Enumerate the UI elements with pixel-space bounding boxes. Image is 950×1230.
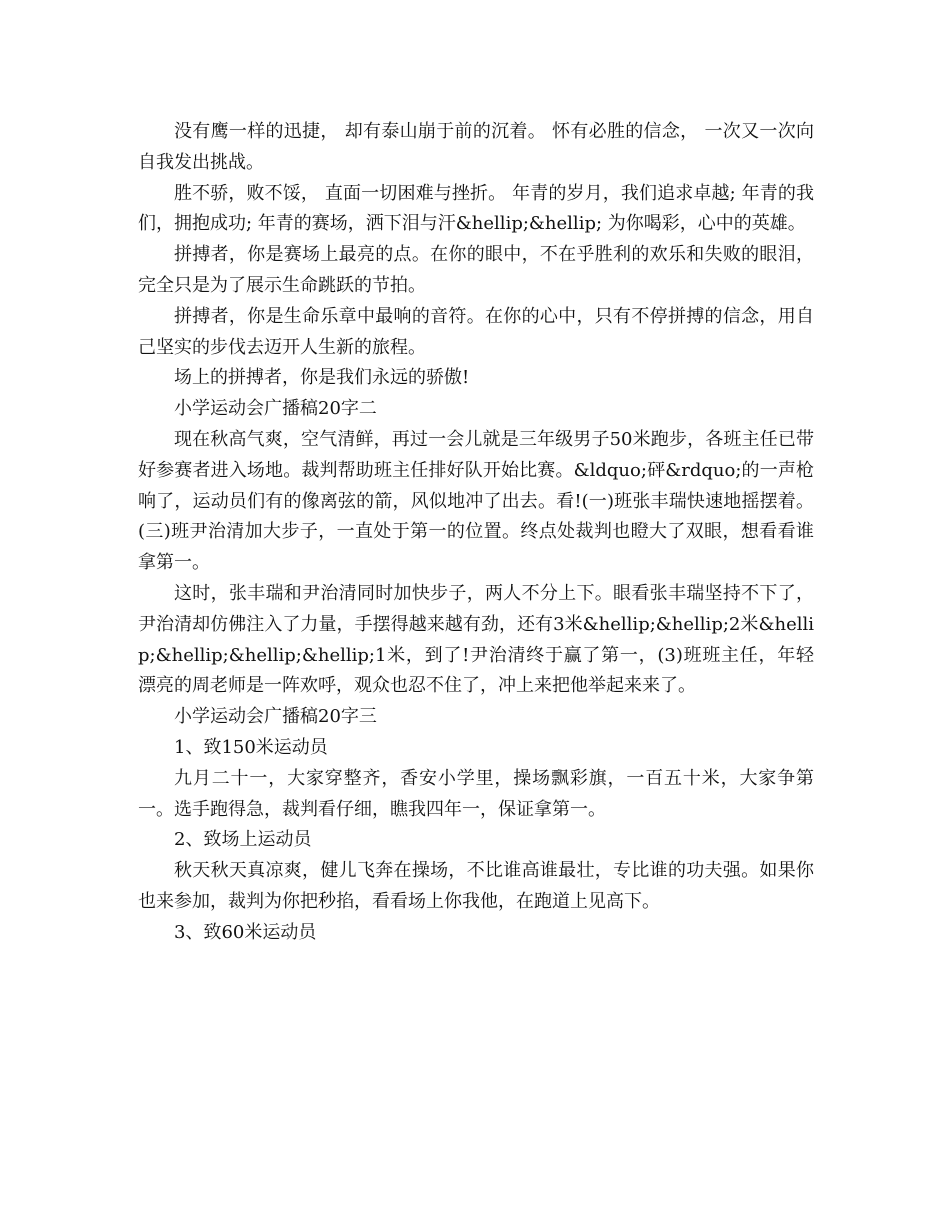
paragraph-9: 秋天秋天真凉爽，健儿飞奔在操场，不比谁高谁最壮，专比谁的功夫强。如果你也来参加，裁判为你把秒掐，看看场上你我他，在跑道上见高下。 — [138, 860, 814, 912]
paragraph-6: 现在秋高气爽，空气清鲜，再过一会儿就是三年级男子50米跑步，各班主任已带好参赛者进入场地。裁判帮助班主任排好队开始比赛。&ldquo;砰&rdquo;的一声枪响了，运动员们有的像离弦的箭，风似地冲了出去。看!(一)班张丰瑞快速地摇摆着。(三)班尹治清加大步子，一直处于第一的位置。终点处裁判也瞪大了双眼，想看看谁拿第一。 — [138, 428, 814, 574]
document-body — [138, 117, 814, 949]
subheading-3: 3、致60米运动员 — [174, 921, 317, 943]
section-heading-3: 小学运动会广播稿20字三 — [174, 706, 377, 728]
paragraph-1: 没有鹰一样的迅捷， 却有泰山崩于前的沉着。 怀有必胜的信念， 一次又一次向自我发出挑战。 — [138, 121, 814, 173]
paragraph-4: 拼搏者，你是生命乐章中最响的音符。在你的心中，只有不停拼搏的信念，用自己坚实的步伐去迈开人生新的旅程。 — [138, 305, 814, 358]
paragraph-8: 九月二十一，大家穿整齐，香安小学里，操场飘彩旗，一百五十米，大家争第一。选手跑得急，裁判看仔细，瞧我四年一，保证拿第一。 — [138, 767, 814, 820]
section-heading-2: 小学运动会广播稿20字二 — [174, 398, 377, 420]
paragraph-3: 拼搏者，你是赛场上最亮的点。在你的眼中，不在乎胜利的欢乐和失败的眼泪，完全只是为了展示生命跳跃的节拍。 — [138, 244, 814, 296]
subheading-2: 2、致场上运动员 — [174, 829, 312, 851]
paragraph-7: 这时，张丰瑞和尹治清同时加快步子，两人不分上下。眼看张丰瑞坚持不下了，尹治清却仿佛注入了力量，手摆得越来越有劲，还有3米&hellip;&hellip;2米&hellip;&hellip;&hellip;&hellip;1米，到了!尹治清终于赢了第一，(3)班班主任，年轻漂亮的周老师是一阵欢呼，观众也忍不住了，冲上来把他举起来来了。 — [138, 582, 814, 697]
subheading-1: 1、致150米运动员 — [174, 736, 328, 758]
paragraph-2: 胜不骄，败不馁， 直面一切困难与挫折。 年青的岁月，我们追求卓越; 年青的我们，拥抱成功; 年青的赛场，洒下泪与汗&hellip;&hellip; 为你喝彩，心中的英雄。 — [138, 182, 814, 235]
paragraph-5: 场上的拼搏者，你是我们永远的骄傲! — [174, 367, 470, 389]
